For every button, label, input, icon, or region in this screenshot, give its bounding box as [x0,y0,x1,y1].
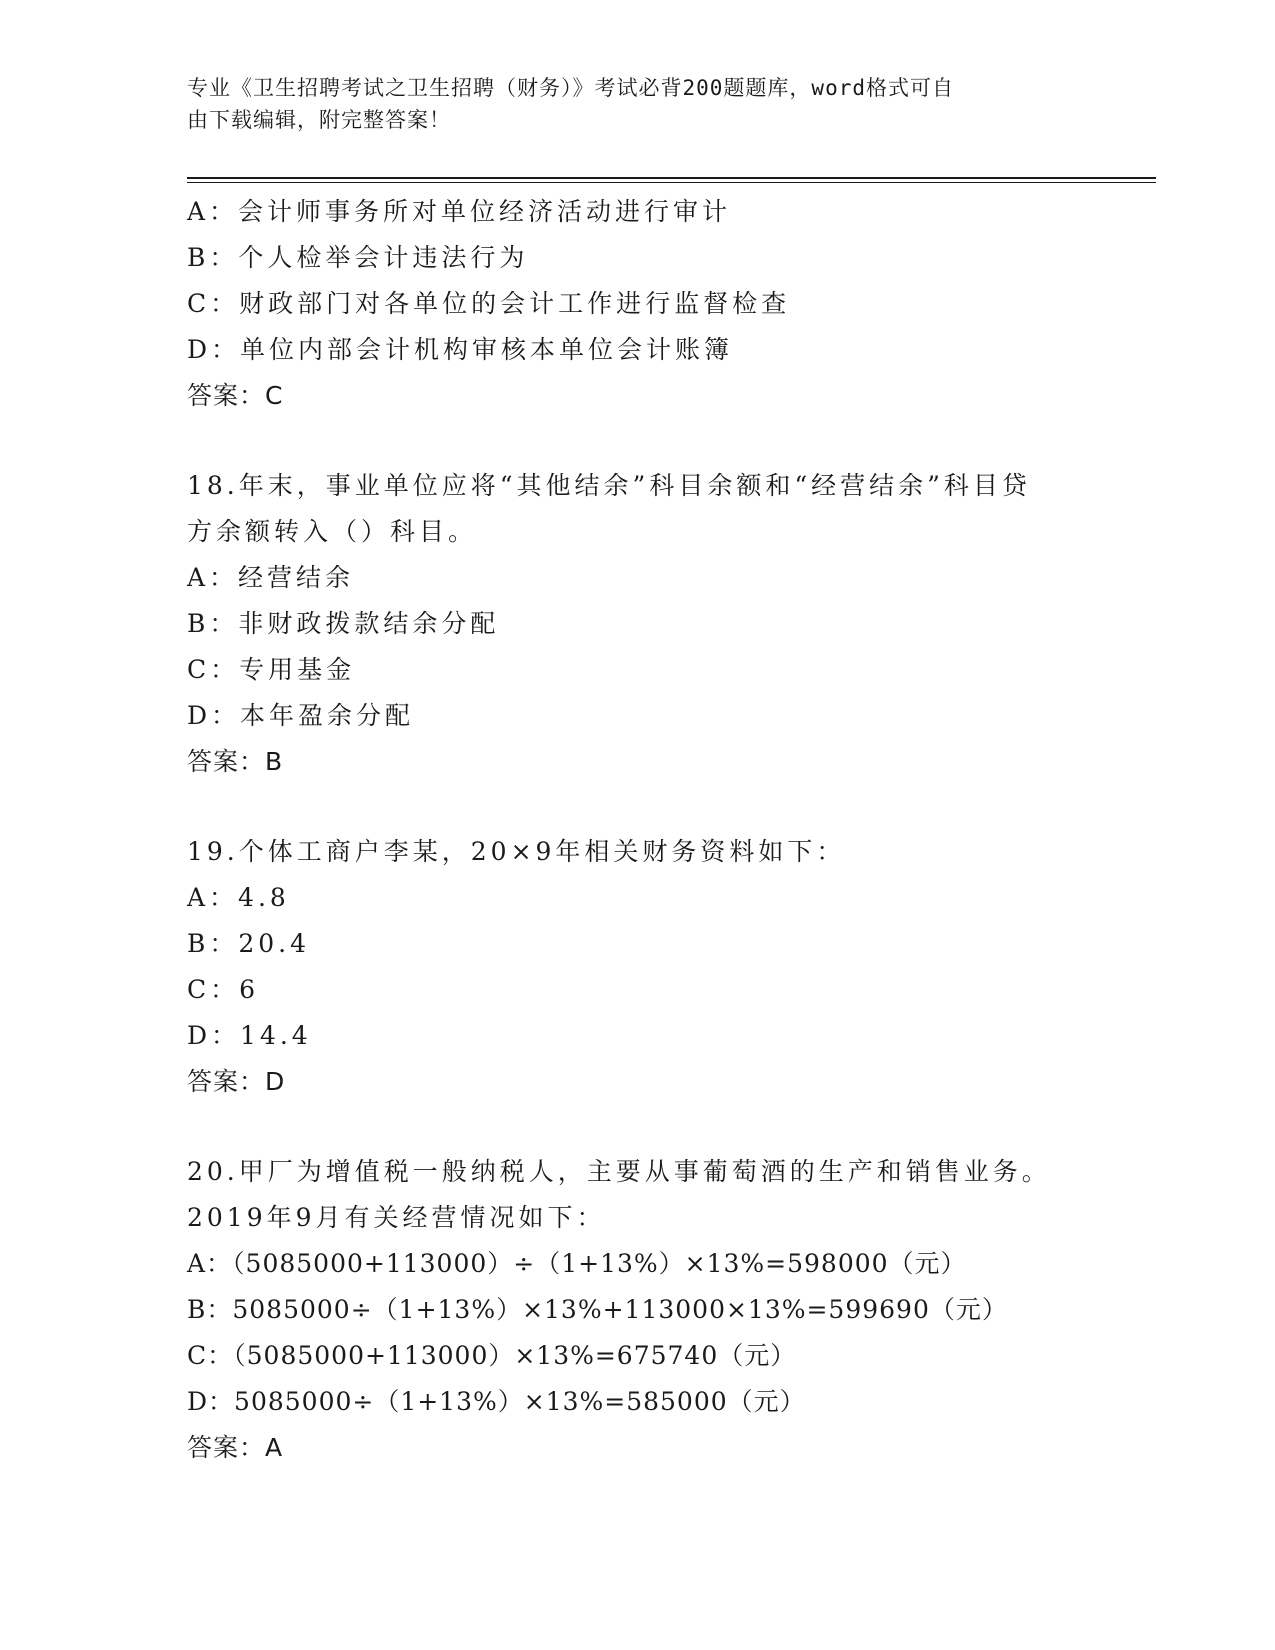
option-a: A：经营结余 [187,563,355,592]
spacer [187,1105,1087,1149]
header-line-2: 由下载编辑，附完整答案！ [187,108,451,132]
document-header [187,72,1067,136]
option-c: C：6 [187,975,260,1004]
option-a: A：会计师事务所对单位经济活动进行审计 [187,197,732,226]
option-c: C：财政部门对各单位的会计工作进行监督检查 [187,289,791,318]
header-line-1: 专业《卫生招聘考试之卫生招聘（财务）》考试必背200题题库，word格式可自 [187,76,954,100]
header-divider-thick [187,177,1156,179]
answer-line: 答案：B [187,747,284,776]
option-d: D：5085000÷（1+13%）×13%=585000（元） [187,1387,806,1416]
option-c: C：专用基金 [187,655,356,684]
option-c: C：（5085000+113000）×13%=675740（元） [187,1341,797,1370]
question-stem-line-1: 19.个体工商户李某，20×9年相关财务资料如下： [187,837,846,866]
spacer [187,419,1087,463]
option-b: B：非财政拨款结余分配 [187,609,500,638]
question-stem-line-2: 2019年9月有关经营情况如下： [187,1203,606,1232]
question-19 [187,829,1087,1105]
option-b: B：20.4 [187,929,311,958]
option-d: D：本年盈余分配 [187,701,415,730]
option-d: D：14.4 [187,1021,312,1050]
option-d: D：单位内部会计机构审核本单位会计账簿 [187,335,734,364]
question-stem-line-1: 18.年末，事业单位应将“其他结余”科目余额和“经营结余”科目贷 [187,471,1031,500]
question-20 [187,1149,1087,1471]
question-18 [187,463,1087,785]
answer-line: 答案：C [187,381,284,410]
spacer [187,785,1087,829]
answer-line: 答案：D [187,1067,286,1096]
option-b: B：个人检举会计违法行为 [187,243,529,272]
question-17-continued [187,189,1087,419]
option-b: B：5085000÷（1+13%）×13%+113000×13%=599690（元） [187,1295,1008,1324]
question-content [187,189,1087,1471]
question-stem-line-1: 20.甲厂为增值税一般纳税人，主要从事葡萄酒的生产和销售业务。 [187,1157,1051,1186]
answer-line: 答案：A [187,1433,284,1462]
question-stem-line-2: 方余额转入（）科目。 [187,517,478,546]
option-a: A：（5085000+113000）÷（1+13%）×13%=598000（元） [187,1249,967,1278]
option-a: A：4.8 [187,883,290,912]
header-divider-thin [187,182,1156,183]
